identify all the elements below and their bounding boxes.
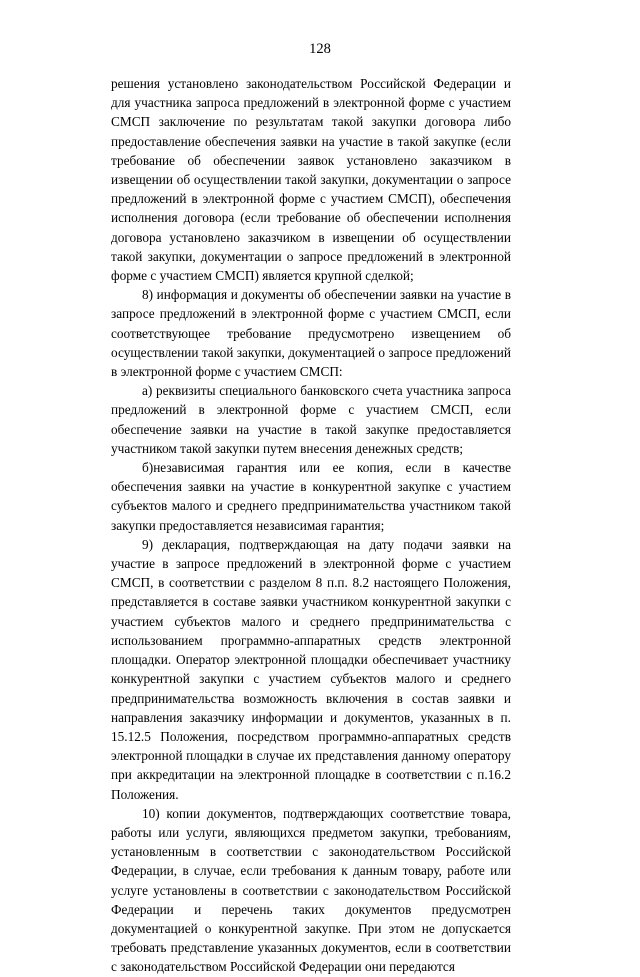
page-number: 128: [309, 41, 331, 57]
paragraph-continuation: решения установлено законодательством Российской Федерации и для участника запроса предложений в электронной форме с участием СМСП заключение по результатам такой закупки договора либо предоставление обеспечения заявки на участие в такой закупке (если требование об обеспечении заявок установлено заказчиком в извещении об осуществлении такой закупки, документации о запросе предложений в электронной форме с участием СМСП), обеспечения исполнения договора (если требование об обеспечении исполнения договора установлено заказчиком в извещении об осуществлении такой закупки, документации о запросе предложений в электронной форме с участием СМСП) является крупной сделкой;: [111, 76, 511, 284]
body-text: [111, 74, 511, 977]
paragraph-subitem-b: б)независимая гарантия или ее копия, если в качестве обеспечения заявки на участие в конкурентной закупке с участием субъектов малого и среднего предпринимательства участником такой закупки предоставляется независимая гарантия;: [111, 460, 511, 533]
paragraph-item-10: 10) копии документов, подтверждающих соответствие товара, работы или услуги, являющихся предметом закупки, требованиям, установленным в соответствии с законодательством Российской Федерации, в случае, если требования к данным товару, работе или услуге установлены в соответствии с законодательством Российской Федерации и перечень таких документов предусмотрен документацией о конкурентной закупке. При этом не допускается требовать представление указанных документов, если в соответствии с законодательством Российской Федерации они передаются: [111, 805, 511, 975]
paragraph-subitem-a: а) реквизиты специального банковского счета участника запроса предложений в электронной форме с участием СМСП, если обеспечение заявки на участие в такой закупке предоставляется участником такой закупки путем внесения денежных средств;: [111, 383, 511, 456]
paragraph-item-8: 8) информация и документы об обеспечении заявки на участие в запросе предложений в электронной форме с участием СМСП, если соответствующее требование предусмотрено извещением об осуществлении такой закупки, документацией о запросе предложений в электронной форме с участием СМСП:: [111, 287, 511, 380]
paragraph-item-9: 9) декларация, подтверждающая на дату подачи заявки на участие в запросе предложений в электронной форме с участием СМСП, в соответствии с разделом 8 п.п. 8.2 настоящего Положения, представляется в составе заявки участником конкурентной закупки с участием субъектов малого и среднего предпринимательства с использованием программно-аппаратных средств электронной площадки. Оператор электронной площадки обеспечивает участнику конкурентной закупки с участием субъектов малого и среднего предпринимательства возможность включения в состав заявки и направления заказчику информации и документов, указанных в п. 15.12.5 Положения, посредством программно-аппаратных средств электронной площадки в случае их представления данному оператору при аккредитации на электронной площадке в соответствии с п.16.2 Положения.: [111, 536, 511, 802]
